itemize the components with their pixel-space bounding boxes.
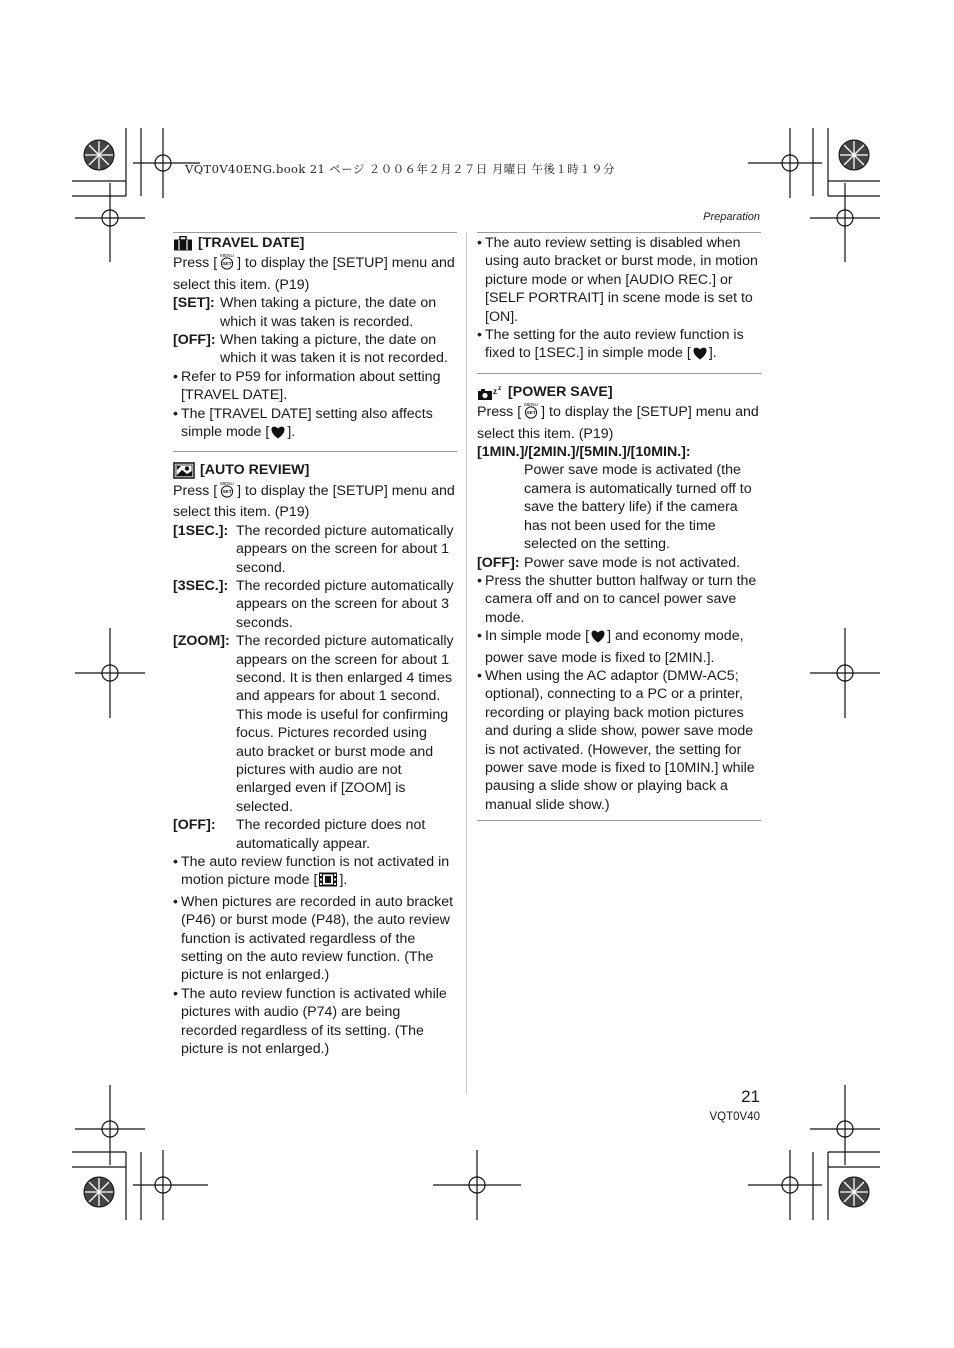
section-rule <box>477 820 761 821</box>
travel-date-intro: Press [ MENU SET ] to display the [SETUP] menu and select this item. (P19) <box>173 253 455 293</box>
auto-review-option-off: [OFF]: The recorded picture does not automatically appear. <box>173 817 426 852</box>
camera-sleep-icon <box>477 384 503 401</box>
power-save-option-off: [OFF]: Power save mode is not activated. <box>477 554 741 571</box>
list-item: • Refer to P59 for information about setting [TRAVEL DATE]. <box>173 368 441 404</box>
svg-text:SET: SET <box>222 262 232 268</box>
list-item: • When using the AC adaptor (DMW-AC5; optional), connecting to a PC or a printer, recording or playing back motion pictures and during a slide show, power save mode is not activated. (However, the setting for power save mode is fixed to [10MIN.] while pausing a slide show or playing back a manual slide show.) <box>477 667 755 813</box>
list-item: • The setting for the auto review function is fixed to [1SEC.] in simple mode [ ]. <box>477 326 761 366</box>
list-item: • Press the shutter button halfway or turn the camera off and on to cancel power save mode. <box>477 572 757 626</box>
section-rule <box>477 232 761 233</box>
menu-set-button-icon <box>218 480 236 503</box>
svg-text:MENU: MENU <box>220 253 234 259</box>
section-rule <box>477 373 761 374</box>
auto-review-option-3sec: [3SEC.]: The recorded picture automatically appears on the screen for about 3 seconds. <box>173 577 454 631</box>
section-label: Preparation <box>703 211 760 223</box>
heart-icon <box>692 346 708 365</box>
travel-date-option-off: [OFF]: When taking a picture, the date on which it was taken it is not recorded. <box>173 332 448 367</box>
auto-review-option-zoom: [ZOOM]: The recorded picture automatically appears on the screen for about 1 second. It is then enlarged 4 times and appears for about 1 second. This mode is useful for confirming focus. Pictures recorded using auto bracket or burst mode and pictures with audio are not enlarged even if [ZOOM] is selected. <box>173 633 454 815</box>
list-item: • The [TRAVEL DATE] setting also affects simple mode [ ]. <box>173 405 457 445</box>
travel-date-option-set: [SET]: When taking a picture, the date on which it was taken is recorded. <box>173 295 437 330</box>
print-info-line: VQT0V40ENG.book 21 ページ ２００６年２月２７日 月曜日 午後１時１９分 <box>185 162 615 176</box>
film-icon <box>318 872 338 892</box>
column-divider <box>466 232 467 1094</box>
list-item: • In simple mode [ ] and economy mode, power save mode is fixed to [2MIN.]. <box>477 628 744 666</box>
power-save-title: [POWER SAVE] <box>508 383 613 400</box>
list-item: • When pictures are recorded in auto bracket (P46) or burst mode (P48), the auto review function is activated regardless of the setting on the auto review function. (The picture is not enlarged.) <box>173 893 454 984</box>
model-code: VQT0V40 <box>709 1111 760 1123</box>
page-number: 21 <box>741 1087 760 1106</box>
svg-text:MENU: MENU <box>220 480 234 486</box>
svg-text:SET: SET <box>222 490 232 496</box>
section-rule <box>173 451 457 452</box>
section-rule <box>173 232 457 233</box>
list-item: • The auto review setting is disabled when using auto bracket or burst mode, in motion picture mode or when [AUDIO REC.] or [SELF PORTRAIT] in scene mode is set to [ON]. <box>477 235 758 325</box>
travel-date-title: [TRAVEL DATE] <box>198 235 305 251</box>
svg-text:z: z <box>493 386 497 396</box>
power-save-option-minutes: [1MIN.]/[2MIN.]/[5MIN.]/[10MIN.]: Power save mode is activated (the camera is automatically turned off to save the battery life) if the camera has not been used for the time selected on the setting. <box>477 444 752 553</box>
list-item: • The auto review function is activated while pictures with audio (P74) are being recorded regardless of its setting. (The picture is not enlarged.) <box>173 985 447 1058</box>
left-column <box>173 232 457 1058</box>
heart-icon <box>270 425 286 444</box>
travel-date-heading <box>173 234 457 252</box>
svg-text:SET: SET <box>526 411 536 417</box>
power-save-heading <box>477 383 761 401</box>
heart-icon <box>590 629 606 648</box>
auto-review-intro: Press [ MENU SET ] to display the [SETUP] menu and select this item. (P19) <box>173 480 455 521</box>
power-save-intro: Press [ MENU SET ] to display the [SETUP] menu and select this item. (P19) <box>477 402 759 442</box>
menu-set-button-icon <box>218 252 236 275</box>
review-screen-icon <box>173 462 195 479</box>
list-item: • The auto review function is not activated in motion picture mode [ ]. <box>173 853 457 893</box>
auto-review-title: [AUTO REVIEW] <box>200 462 310 479</box>
svg-text:z: z <box>498 384 502 392</box>
menu-set-button-icon <box>522 401 540 424</box>
auto-review-heading <box>173 461 457 479</box>
svg-text:MENU: MENU <box>524 402 538 408</box>
auto-review-option-1sec: [1SEC.]: The recorded picture automatically appears on the screen for about 1 second. <box>173 522 454 576</box>
suitcase-icon <box>173 236 193 251</box>
right-column <box>477 232 761 821</box>
